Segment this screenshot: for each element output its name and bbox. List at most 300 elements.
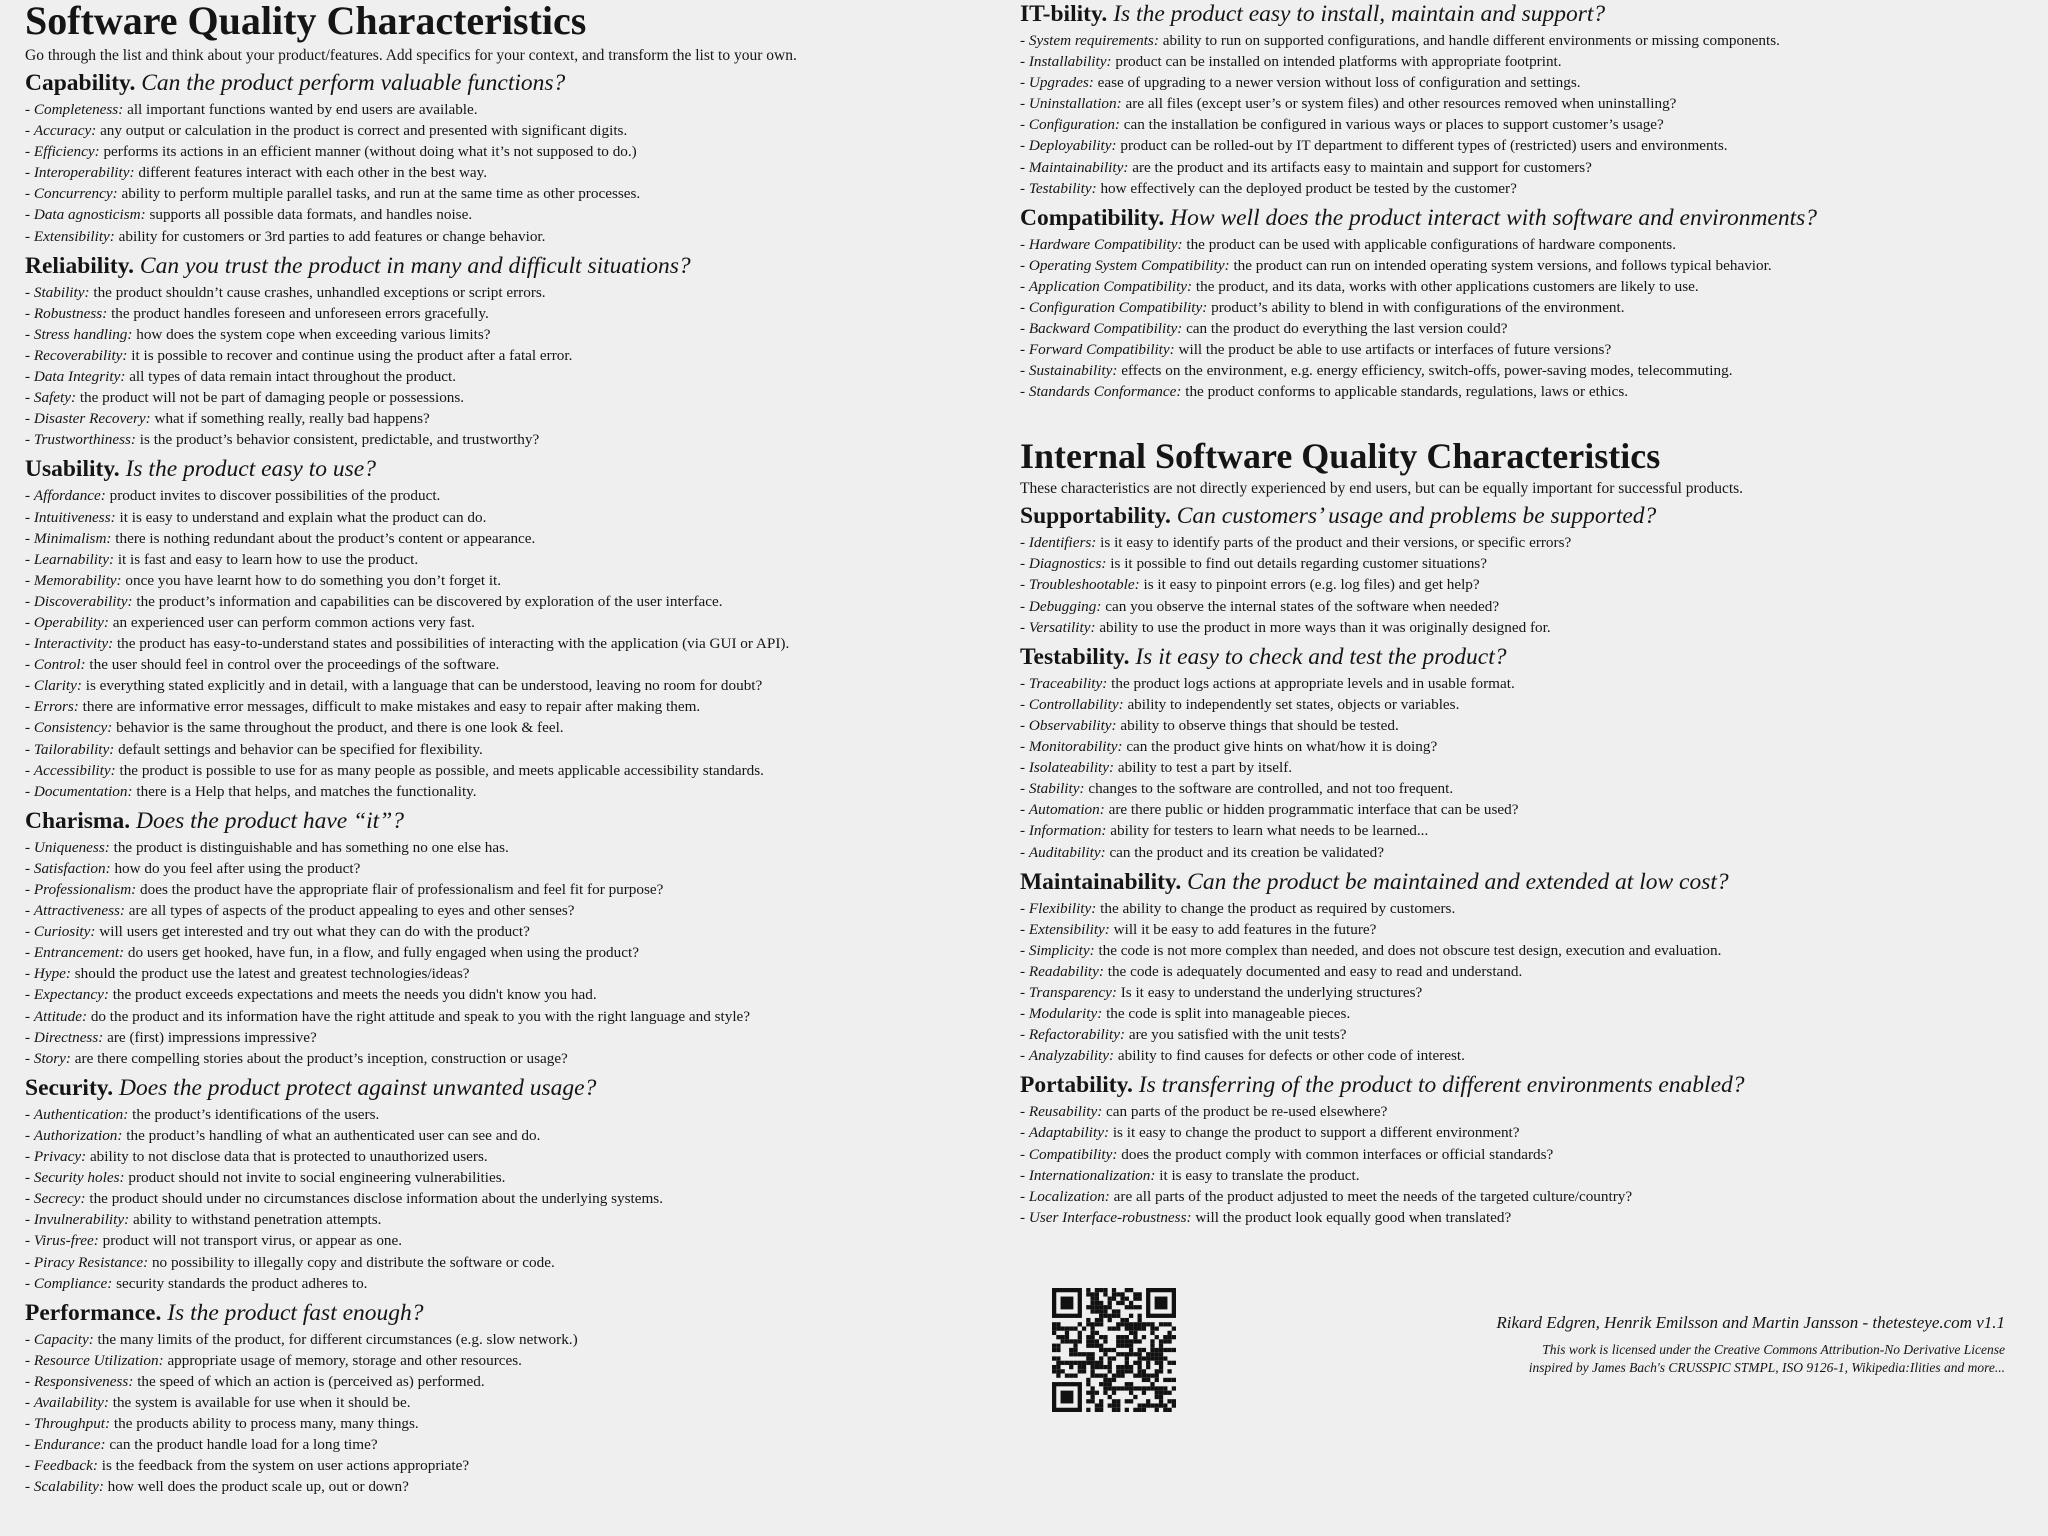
item-term: Secrecy:	[33, 1190, 86, 1208]
license-line-1: This work is licensed under the Creative Commons Attribution-No Derivative License	[1542, 1342, 2005, 1357]
item-term: Disaster Recovery:	[33, 410, 151, 428]
item-term: Sustainability:	[1028, 362, 1118, 380]
item-list	[25, 837, 1010, 1069]
item-term: Standards Conformance:	[1028, 383, 1182, 401]
item-list	[25, 99, 1010, 247]
item-term: Privacy:	[33, 1148, 87, 1166]
item-term: Story:	[33, 1049, 71, 1067]
item-term: Hype:	[33, 965, 71, 983]
list-item: - Virus-free: product will not transport virus, or appear as one.	[25, 1232, 403, 1250]
section-heading	[25, 1074, 1010, 1103]
item-description: does the product comply with common interfaces or official standards?	[1121, 1145, 1554, 1163]
section-question: Can the product perform valuable functions?	[141, 70, 566, 96]
item-term: Satisfaction:	[33, 859, 111, 877]
list-item: - Trustworthiness: is the product’s behavior consistent, predictable, and trustworthy?	[25, 431, 540, 449]
item-description: supports all possible data formats, and handles noise.	[149, 206, 473, 224]
list-item: - Analyzability: ability to find causes for defects or other code of interest.	[1020, 1047, 1465, 1065]
list-item: - Information: ability for testers to learn what needs to be learned...	[1020, 822, 1429, 840]
item-term: Memorability:	[33, 571, 122, 589]
list-item: - Uninstallation: are all files (except user’s or system files) and other resources removed when uninstalling?	[1020, 95, 1677, 113]
section-supportability	[1020, 502, 2030, 637]
item-description: any output or calculation in the product is correct and presented with significant digits.	[100, 122, 628, 140]
section-divider	[1020, 408, 2030, 438]
item-description: are all types of aspects of the product appealing to eyes and other senses?	[128, 902, 575, 920]
section-name: Reliability.	[25, 252, 135, 279]
list-item: - Automation: are there public or hidden programmatic interface that can be used?	[1020, 801, 1519, 819]
section-name: Testability.	[1020, 643, 1130, 670]
item-description: product invites to discover possibilities of the product.	[109, 487, 441, 505]
item-description: is it easy to change the product to support a different environment?	[1112, 1124, 1520, 1142]
list-item: - Backward Compatibility: can the product do everything the last version could?	[1020, 320, 1508, 338]
item-term: Completeness:	[33, 101, 124, 118]
list-item: - Tailorability: default settings and behavior can be specified for flexibility.	[25, 740, 483, 758]
item-term: Recoverability:	[33, 346, 128, 364]
item-term: Security holes:	[33, 1169, 125, 1187]
item-description: is it possible to find out details regarding customer situations?	[1110, 555, 1487, 573]
list-item: - Readability: the code is adequately documented and easy to read and understand.	[1020, 962, 1523, 980]
section-reliability	[25, 252, 1010, 451]
section-testability	[1020, 643, 2030, 863]
item-description: can the product give hints on what/how it is doing?	[1126, 738, 1438, 756]
item-description: ability to withstand penetration attempts.	[132, 1211, 382, 1229]
item-term: Information:	[1028, 822, 1107, 840]
item-description: product will not transport virus, or appear as one.	[102, 1232, 403, 1250]
item-list	[25, 1329, 1010, 1498]
left-column	[25, 0, 1010, 1502]
list-item: - Configuration: can the installation be configured in various ways or places to support customer’s usage?	[1020, 116, 1664, 134]
list-item: - Testability: how effectively can the deployed product be tested by the customer?	[1020, 179, 1517, 197]
list-item: - Simplicity: the code is not more complex than needed, and does not obscure test design, execution and evaluation.	[1020, 941, 1722, 959]
item-description: product’s ability to blend in with configurations of the environment.	[1211, 299, 1625, 317]
item-description: the product, and its data, works with other applications customers are likely to use.	[1195, 277, 1699, 295]
list-item: - Operability: an experienced user can perform common actions very fast.	[25, 613, 475, 631]
item-term: Configuration:	[1028, 116, 1120, 134]
list-item: - Control: the user should feel in control over the proceedings of the software.	[25, 656, 500, 674]
section-heading	[1020, 502, 2030, 531]
item-description: will it be easy to add features in the future?	[1113, 920, 1377, 938]
item-description: the product should under no circumstances disclose information about the underlying systems.	[89, 1190, 663, 1208]
item-description: are all parts of the product adjusted to meet the needs of the targeted culture/country?	[1113, 1187, 1633, 1205]
item-description: the product’s handling of what an authenticated user can see and do.	[126, 1126, 541, 1144]
item-description: performs its actions in an efficient manner (without doing what it’s not supposed to do.)	[103, 143, 637, 161]
item-term: System requirements:	[1028, 32, 1159, 49]
credit-line: Rikard Edgren, Henrik Emilsson and Martin Jansson - thetesteye.com v1.1	[1496, 1313, 2005, 1332]
list-item: - Interactivity: the product has easy-to-understand states and possibilities of interacting with the application (via GUI or API).	[25, 635, 790, 653]
item-description: can the product and its creation be validated?	[1109, 843, 1384, 861]
list-item: - Hype: should the product use the latest and greatest technologies/ideas?	[25, 965, 470, 983]
item-term: Stress handling:	[33, 325, 133, 343]
item-description: there is a Help that helps, and matches the functionality.	[136, 782, 477, 800]
item-description: can the installation be configured in various ways or places to support customer’s usage?	[1123, 116, 1664, 134]
list-item: - Professionalism: does the product have the appropriate flair of professionalism and feel fit for purpose?	[25, 881, 664, 898]
list-item: - System requirements: ability to run on supported configurations, and handle different environments or missing components.	[1020, 32, 1780, 49]
item-term: Data agnosticism:	[33, 206, 146, 224]
section-capability	[25, 69, 1010, 247]
section-portability	[1020, 1071, 2030, 1228]
item-term: Authentication:	[33, 1105, 129, 1123]
list-item: - Accuracy: any output or calculation in the product is correct and presented with significant digits.	[25, 122, 628, 140]
item-description: the product exceeds expectations and meets the needs you didn't know you had.	[112, 986, 597, 1004]
list-item: - Memorability: once you have learnt how to do something you don’t forget it.	[25, 571, 502, 589]
item-description: are the product and its artifacts easy to maintain and support for customers?	[1132, 158, 1592, 176]
list-item: - Piracy Resistance: no possibility to illegally copy and distribute the software or code.	[25, 1253, 555, 1271]
list-item: - Flexibility: the ability to change the product as required by customers.	[1020, 899, 1456, 917]
item-term: Entrancement:	[33, 944, 125, 962]
item-description: can you observe the internal states of the software when needed?	[1105, 597, 1500, 615]
item-term: Localization:	[1028, 1187, 1110, 1205]
item-description: can the product do everything the last version could?	[1186, 320, 1508, 338]
item-description: the product’s information and capabilities can be discovered by exploration of the user interface.	[136, 592, 723, 610]
section-question: Does the product have “it”?	[135, 807, 405, 834]
list-item: - Scalability: how well does the product scale up, out or down?	[25, 1478, 409, 1496]
internal-title: Internal Software Quality Characteristics	[1020, 435, 1661, 476]
section-it-bility	[1020, 0, 2030, 199]
section-heading	[1020, 1071, 2030, 1100]
list-item: - Extensibility: will it be easy to add features in the future?	[1020, 920, 1377, 938]
list-item: - Responsiveness: the speed of which an action is (perceived as) performed.	[25, 1372, 485, 1390]
license-line-2: inspired by James Bach's CRUSSPIC STMPL, ISO 9126-1, Wikipedia:Ilities and more...	[1528, 1360, 2005, 1375]
item-description: security standards the product adheres to.	[116, 1274, 368, 1292]
item-description: are you satisfied with the unit tests?	[1128, 1026, 1347, 1044]
item-description: ability to run on supported configurations, and handle different environments or missing components.	[1162, 32, 1780, 49]
item-term: Uniqueness:	[33, 838, 110, 856]
section-name: Maintainability.	[1020, 868, 1182, 895]
item-description: are (first) impressions impressive?	[107, 1028, 317, 1046]
list-item: - Curiosity: will users get interested and try out what they can do with the product?	[25, 923, 530, 941]
item-description: do the product and its information have the right attitude and speak to you with the right language and style?	[90, 1007, 751, 1025]
right-top-sections	[1020, 0, 2030, 403]
item-term: Installability:	[1028, 53, 1112, 71]
list-item: - Versatility: ability to use the product in more ways than it was originally designed for.	[1020, 618, 1551, 636]
list-item: - Transparency: Is it easy to understand the underlying structures?	[1020, 983, 1423, 1001]
item-term: Transparency:	[1028, 983, 1117, 1001]
list-item: - Capacity: the many limits of the product, for different circumstances (e.g. slow network.)	[25, 1330, 578, 1348]
item-term: Directness:	[33, 1028, 104, 1046]
section-performance	[25, 1299, 1010, 1498]
item-description: effects on the environment, e.g. energy efficiency, switch-offs, power-saving modes, telecommuting.	[1121, 362, 1733, 380]
list-item: - Directness: are (first) impressions impressive?	[25, 1028, 317, 1046]
item-description: the products ability to process many, many things.	[113, 1415, 419, 1433]
item-description: behavior is the same throughout the product, and there is one look & feel.	[116, 719, 564, 737]
item-term: Attitude:	[33, 1007, 88, 1025]
item-term: Professionalism:	[33, 881, 137, 898]
item-description: it is possible to recover and continue using the product after a fatal error.	[131, 346, 573, 364]
item-term: Robustness:	[33, 304, 108, 322]
item-description: ability to not disclose data that is protected to unauthorized users.	[89, 1148, 488, 1166]
item-description: is the feedback from the system on user actions appropriate?	[101, 1457, 470, 1475]
list-item: - Troubleshootable: is it easy to pinpoint errors (e.g. log files) and get help?	[1020, 576, 1480, 594]
list-item: - Auditability: can the product and its creation be validated?	[1020, 843, 1384, 861]
item-term: Analyzability:	[1028, 1047, 1115, 1065]
list-item: - Sustainability: effects on the environment, e.g. energy efficiency, switch-offs, power-saving modes, telecommuting.	[1020, 362, 1733, 380]
list-item: - Modularity: the code is split into manageable pieces.	[1020, 1005, 1351, 1023]
item-term: Backward Compatibility:	[1028, 320, 1183, 338]
item-term: Upgrades:	[1028, 74, 1094, 92]
item-term: Discoverability:	[33, 592, 133, 610]
item-description: the product can run on intended operating system versions, and follows typical behavior.	[1233, 256, 1772, 274]
right-column	[1020, 0, 2030, 1233]
item-term: Refactorability:	[1028, 1026, 1126, 1044]
item-description: the user should feel in control over the proceedings of the software.	[89, 656, 500, 674]
item-term: Responsiveness:	[33, 1372, 134, 1390]
section-heading	[1020, 868, 2030, 897]
list-item: - Operating System Compatibility: the product can run on intended operating system versions, and follows typical behavior.	[1020, 256, 1772, 274]
section-heading	[1020, 643, 2030, 672]
item-description: product can be rolled-out by IT department to different types of (restricted) users and environments.	[1120, 137, 1728, 155]
item-description: how well does the product scale up, out or down?	[107, 1478, 409, 1496]
item-description: what if something really, really bad happens?	[154, 410, 430, 428]
footer	[1050, 1285, 2010, 1415]
item-description: the product logs actions at appropriate levels and in usable format.	[1111, 674, 1515, 692]
list-item: - Documentation: there is a Help that helps, and matches the functionality.	[25, 782, 477, 800]
list-item: - Stress handling: how does the system cope when exceeding various limits?	[25, 325, 491, 343]
item-description: the product will not be part of damaging people or possessions.	[79, 389, 465, 407]
section-question: Can you trust the product in many and difficult situations?	[139, 252, 691, 279]
section-compatibility	[1020, 204, 2030, 403]
section-heading	[25, 807, 1010, 836]
item-term: Configuration Compatibility:	[1028, 299, 1208, 317]
list-item: - Data agnosticism: supports all possible data formats, and handles noise.	[25, 206, 473, 224]
item-list	[1020, 673, 2030, 863]
item-description: there are informative error messages, difficult to make mistakes and easy to repair after making them.	[82, 698, 701, 716]
item-term: Extensibility:	[1028, 920, 1110, 938]
item-description: the ability to change the product as required by customers.	[1100, 899, 1456, 917]
item-description: it is easy to translate the product.	[1159, 1166, 1360, 1184]
credits	[1496, 1313, 2005, 1377]
item-term: Adaptability:	[1028, 1124, 1110, 1142]
item-term: Capacity:	[33, 1330, 94, 1348]
item-description: can parts of the product be re-used elsewhere?	[1106, 1103, 1388, 1121]
list-item: - Adaptability: is it easy to change the product to support a different environment?	[1020, 1124, 1520, 1142]
section-charisma	[25, 807, 1010, 1069]
item-term: Operating System Compatibility:	[1028, 256, 1230, 274]
item-description: the product handles foreseen and unforeseen errors gracefully.	[111, 304, 489, 322]
page-title: Software Quality Characteristics	[25, 0, 587, 43]
item-description: ability to independently set states, objects or variables.	[1127, 695, 1460, 713]
list-item: - Localization: are all parts of the product adjusted to meet the needs of the targeted culture/country?	[1020, 1187, 1633, 1205]
section-heading	[25, 69, 1010, 98]
item-term: Forward Compatibility:	[1028, 341, 1175, 359]
list-item: - Minimalism: there is nothing redundant about the product’s content or appearance.	[25, 529, 536, 547]
item-description: the many limits of the product, for different circumstances (e.g. slow network.)	[97, 1330, 578, 1348]
list-item: - Robustness: the product handles foreseen and unforeseen errors gracefully.	[25, 304, 489, 322]
section-question: Is it easy to check and test the product?	[1135, 643, 1507, 670]
item-term: Controllability:	[1028, 695, 1124, 713]
list-item: - Resource Utilization: appropriate usage of memory, storage and other resources.	[25, 1351, 522, 1369]
item-description: no possibility to illegally copy and distribute the software or code.	[151, 1253, 555, 1271]
item-list	[1020, 30, 2030, 199]
item-description: are all files (except user’s or system files) and other resources removed when uninstalling?	[1125, 95, 1677, 113]
item-description: will the product look equally good when translated?	[1195, 1208, 1512, 1226]
item-description: product should not invite to social engineering vulnerabilities.	[128, 1169, 506, 1187]
left-sections	[25, 69, 1010, 1497]
item-list	[1020, 532, 2030, 637]
section-question: Can the product be maintained and extended at low cost?	[1187, 868, 1729, 895]
list-item: - Observability: ability to observe things that should be tested.	[1020, 716, 1399, 734]
list-item: - Concurrency: ability to perform multiple parallel tasks, and run at the same time as other processes.	[25, 185, 641, 203]
item-description: the product’s identifications of the users.	[132, 1105, 380, 1123]
item-term: Debugging:	[1028, 597, 1102, 615]
item-term: Authorization:	[33, 1126, 123, 1144]
item-description: is it easy to pinpoint errors (e.g. log files) and get help?	[1143, 576, 1480, 594]
section-name: Supportability.	[1020, 503, 1171, 530]
item-description: once you have learnt how to do something you don’t forget it.	[125, 571, 502, 589]
item-term: Expectancy:	[33, 986, 109, 1004]
list-item: - Stability: changes to the software are controlled, and not too frequent.	[1020, 780, 1454, 798]
list-item: - Privacy: ability to not disclose data that is protected to unauthorized users.	[25, 1148, 488, 1166]
list-item: - Reusability: can parts of the product be re-used elsewhere?	[1020, 1103, 1388, 1121]
item-term: Feedback:	[33, 1457, 98, 1475]
item-description: the product conforms to applicable standards, regulations, laws or ethics.	[1185, 383, 1629, 401]
item-term: Attractiveness:	[33, 902, 125, 920]
item-term: Virus-free:	[33, 1232, 99, 1250]
list-item: - Compliance: security standards the product adheres to.	[25, 1274, 368, 1292]
item-term: Interactivity:	[33, 635, 114, 653]
item-description: the product shouldn’t cause crashes, unhandled exceptions or script errors.	[93, 283, 546, 301]
item-description: it is easy to understand and explain what the product can do.	[119, 508, 487, 526]
section-name: Usability.	[25, 456, 120, 483]
list-item: - Endurance: can the product handle load for a long time?	[25, 1436, 378, 1454]
item-description: there is nothing redundant about the product’s content or appearance.	[115, 529, 536, 547]
item-description: it is fast and easy to learn how to use the product.	[117, 550, 419, 568]
list-item: - Configuration Compatibility: product’s ability to blend in with configurations of the environment.	[1020, 299, 1625, 317]
item-description: ability for customers or 3rd parties to add features or change behavior.	[118, 227, 546, 245]
item-term: Endurance:	[33, 1436, 106, 1454]
section-name: Charisma.	[25, 807, 131, 834]
item-description: can the product handle load for a long time?	[109, 1436, 378, 1454]
item-list	[25, 282, 1010, 451]
section-usability	[25, 455, 1010, 801]
item-description: the product is possible to use for as many people as possible, and meets applicable accessibility standards.	[119, 761, 764, 779]
item-term: Deployability:	[1028, 137, 1117, 155]
item-description: ability to test a part by itself.	[1117, 759, 1293, 777]
section-heading	[1020, 0, 2030, 29]
section-heading	[25, 1299, 1010, 1328]
item-term: Troubleshootable:	[1028, 576, 1140, 594]
item-description: Is it easy to understand the underlying structures?	[1120, 983, 1423, 1001]
item-term: Uninstallation:	[1028, 95, 1122, 113]
list-item: - Affordance: product invites to discover possibilities of the product.	[25, 487, 441, 505]
list-item: - Authorization: the product’s handling of what an authenticated user can see and do.	[25, 1126, 541, 1144]
section-heading	[25, 455, 1010, 484]
item-term: Readability:	[1028, 962, 1104, 980]
section-question: Does the product protect against unwanted usage?	[119, 1074, 597, 1101]
internal-intro: These characteristics are not directly experienced by end users, but can be equally important for successful products.	[1020, 480, 1744, 498]
item-description: the product can be used with applicable configurations of hardware components.	[1186, 235, 1676, 253]
item-description: ability to perform multiple parallel tasks, and run at the same time as other processes.	[121, 185, 641, 203]
list-item: - Hardware Compatibility: the product can be used with applicable configurations of hardware components.	[1020, 235, 1676, 253]
list-item: - Standards Conformance: the product conforms to applicable standards, regulations, laws or ethics.	[1020, 383, 1629, 401]
item-term: User Interface-robustness:	[1028, 1208, 1192, 1226]
item-term: Maintainability:	[1028, 158, 1129, 176]
list-item: - Installability: product can be installed on intended platforms with appropriate footprint.	[1020, 53, 1562, 71]
item-term: Application Compatibility:	[1028, 277, 1193, 295]
item-description: changes to the software are controlled, and not too frequent.	[1088, 780, 1454, 798]
item-term: Modularity:	[1028, 1005, 1103, 1023]
list-item: - Interoperability: different features interact with each other in the best way.	[25, 164, 488, 182]
item-description: are there public or hidden programmatic interface that can be used?	[1108, 801, 1519, 819]
list-item: - Attractiveness: are all types of aspects of the product appealing to eyes and other senses?	[25, 902, 575, 920]
item-term: Intuitiveness:	[33, 508, 116, 526]
item-term: Availability:	[33, 1393, 109, 1411]
item-description: product can be installed on intended platforms with appropriate footprint.	[1115, 53, 1562, 71]
item-term: Documentation:	[33, 782, 133, 800]
list-item: - Security holes: product should not invite to social engineering vulnerabilities.	[25, 1169, 506, 1187]
list-item: - Recoverability: it is possible to recover and continue using the product after a fatal error.	[25, 346, 573, 364]
list-item: - Secrecy: the product should under no circumstances disclose information about the underlying systems.	[25, 1190, 663, 1208]
section-question: Is the product fast enough?	[167, 1299, 424, 1326]
item-description: appropriate usage of memory, storage and other resources.	[167, 1351, 522, 1369]
item-description: do users get hooked, have fun, in a flow, and fully engaged when using the product?	[127, 944, 639, 962]
item-description: the code is adequately documented and easy to read and understand.	[1107, 962, 1523, 980]
list-item: - Completeness: all important functions wanted by end users are available.	[25, 101, 478, 118]
item-term: Trustworthiness:	[33, 431, 136, 449]
list-item: - Traceability: the product logs actions at appropriate levels and in usable format.	[1020, 674, 1515, 692]
list-item: - Availability: the system is available for use when it should be.	[25, 1393, 411, 1411]
list-item: - Identifiers: is it easy to identify parts of the product and their versions, or specific errors?	[1020, 534, 1572, 552]
item-term: Stability:	[1028, 780, 1085, 798]
list-item: - Safety: the product will not be part of damaging people or possessions.	[25, 389, 465, 407]
item-term: Clarity:	[33, 677, 82, 695]
right-bottom-sections	[1020, 502, 2030, 1228]
item-description: ease of upgrading to a newer version without loss of configuration and settings.	[1097, 74, 1581, 92]
list-item: - Expectancy: the product exceeds expectations and meets the needs you didn't know you had.	[25, 986, 597, 1004]
item-description: does the product have the appropriate flair of professionalism and feel fit for purpose?	[140, 881, 664, 898]
list-item: - Compatibility: does the product comply with common interfaces or official standards?	[1020, 1145, 1554, 1163]
section-security	[25, 1074, 1010, 1294]
list-item: - Errors: there are informative error messages, difficult to make mistakes and easy to repair after making them.	[25, 698, 701, 716]
list-item: - Satisfaction: how do you feel after using the product?	[25, 859, 361, 877]
section-name: IT-bility.	[1020, 1, 1108, 27]
item-description: all types of data remain intact throughout the product.	[129, 368, 457, 386]
list-item: - Deployability: product can be rolled-out by IT department to different types of (restricted) users and environments.	[1020, 137, 1728, 155]
item-term: Traceability:	[1028, 674, 1108, 692]
item-list	[1020, 234, 2030, 403]
item-term: Minimalism:	[33, 529, 112, 547]
item-list	[1020, 1101, 2030, 1228]
item-term: Observability:	[1028, 716, 1117, 734]
list-item: - Accessibility: the product is possible to use for as many people as possible, and meets applicable accessibility standards.	[25, 761, 764, 779]
section-question: Is transferring of the product to different environments enabled?	[1138, 1072, 1745, 1099]
item-term: Scalability:	[33, 1478, 104, 1496]
list-item: - Attitude: do the product and its information have the right attitude and speak to you with the right language and style?	[25, 1007, 751, 1025]
item-description: default settings and behavior can be specified for flexibility.	[118, 740, 483, 758]
item-description: the product is distinguishable and has something no one else has.	[113, 838, 509, 856]
item-term: Safety:	[33, 389, 77, 407]
list-item: - Extensibility: ability for customers or 3rd parties to add features or change behavior.	[25, 227, 546, 245]
item-description: should the product use the latest and greatest technologies/ideas?	[74, 965, 470, 983]
item-description: is it easy to identify parts of the product and their versions, or specific errors?	[1100, 534, 1572, 552]
list-item: - Data Integrity: all types of data remain intact throughout the product.	[25, 368, 457, 386]
item-description: how effectively can the deployed product be tested by the customer?	[1100, 179, 1517, 197]
item-term: Hardware Compatibility:	[1028, 235, 1183, 253]
item-term: Concurrency:	[33, 185, 118, 203]
item-term: Simplicity:	[1028, 941, 1095, 959]
item-term: Consistency:	[33, 719, 113, 737]
section-name: Performance.	[25, 1299, 162, 1326]
item-term: Affordance:	[33, 487, 106, 505]
item-term: Interoperability:	[33, 164, 135, 182]
item-term: Extensibility:	[33, 227, 115, 245]
page-intro: Go through the list and think about your product/features. Add specifics for your context, and transform the list to your own.	[25, 47, 797, 64]
item-term: Efficiency:	[33, 143, 100, 161]
list-item: - Learnability: it is fast and easy to learn how to use the product.	[25, 550, 419, 568]
item-description: different features interact with each other in the best way.	[138, 164, 488, 182]
item-term: Isolateability:	[1028, 759, 1115, 777]
item-term: Flexibility:	[1028, 899, 1097, 917]
item-description: ability to use the product in more ways than it was originally designed for.	[1099, 618, 1551, 636]
item-term: Resource Utilization:	[33, 1351, 164, 1369]
